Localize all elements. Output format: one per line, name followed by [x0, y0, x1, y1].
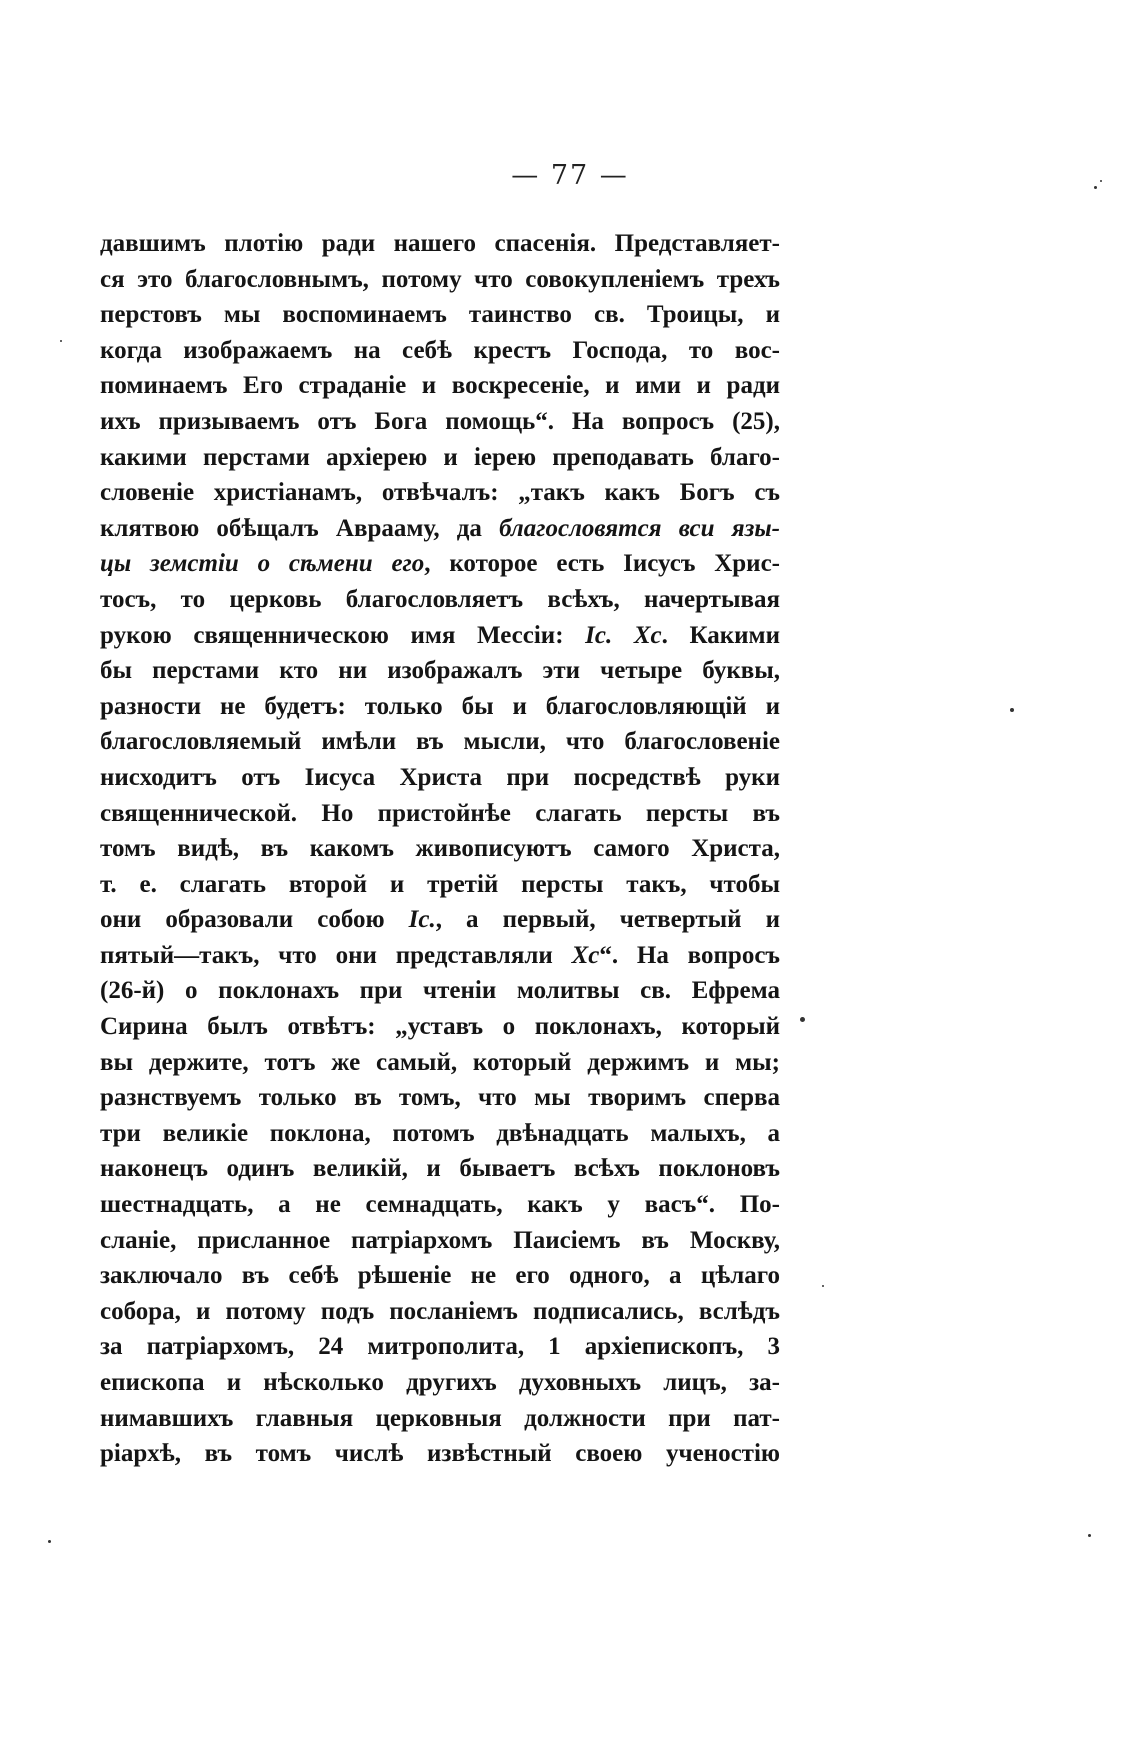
text-line: разности не будетъ: только бы и благословляющій и: [100, 692, 780, 720]
text-line: пятый—такъ, что они представляли Хс“. На вопросъ: [100, 941, 780, 969]
italic-monogram: Іс. Хс: [585, 621, 662, 649]
scan-speck: [48, 1540, 51, 1543]
italic-quote: цы земстіи о сѣмени его: [100, 550, 425, 578]
text-line: словеніе христіанамъ, отвѣчалъ: „такъ какъ Богъ съ: [100, 479, 780, 507]
text-line: священнической. Но пристойнѣе слагать персты въ: [100, 799, 780, 827]
scan-speck: [800, 1017, 805, 1022]
italic-monogram: Іс.: [408, 906, 436, 934]
scan-speck: [1088, 1534, 1091, 1537]
scan-speck: [60, 340, 62, 342]
text-line: рукою священническою имя Мессіи: Іс. Хс. Какими: [100, 621, 780, 649]
text-line: поминаемъ Его страданіе и воскресеніе, и ими и ради: [100, 372, 780, 400]
text-line: собора, и потому подъ посланіемъ подписались, вслѣдъ: [100, 1297, 780, 1325]
text-line: разнствуемъ только въ томъ, что мы творимъ сперва: [100, 1084, 780, 1112]
text-line: шестнадцать, а не семнадцать, какъ у васъ“. По-: [100, 1191, 780, 1219]
text-line: бы перстами кто ни изображалъ эти четыре буквы,: [100, 657, 780, 685]
text-line: благословляемый имѣли въ мысли, что благословеніе: [100, 728, 780, 756]
text-line: вы держите, тотъ же самый, который держимъ и мы;: [100, 1048, 780, 1076]
text-line: тосъ, то церковь благословляетъ всѣхъ, начертывая: [100, 585, 780, 613]
italic-monogram: Хс: [571, 941, 600, 969]
text-line: перстовъ мы воспоминаемъ таинство св. Троицы, и: [100, 301, 780, 329]
scan-speck: [1094, 186, 1097, 189]
text-line: нисходитъ отъ Іисуса Христа при посредствѣ руки: [100, 763, 780, 791]
text-line: за патріархомъ, 24 митрополита, 1 архіепископъ, 3: [100, 1333, 780, 1361]
text-line: ихъ призываемъ отъ Бога помощь“. На вопросъ (25),: [100, 407, 780, 435]
scan-speck: [1100, 180, 1102, 182]
text-line: заключало въ себѣ рѣшеніе не его одного, а цѣлаго: [100, 1262, 780, 1290]
text-line: клятвою обѣщалъ Аврааму, да благословятся вси язы-: [100, 514, 780, 542]
text-line: епископа и нѣсколько другихъ духовныхъ лицъ, за-: [100, 1369, 780, 1396]
text-line: цы земстіи о сѣмени его, которое есть Іисусъ Хрис-: [100, 550, 780, 578]
text-line: (26-й) о поклонахъ при чтеніи молитвы св. Ефрема: [100, 977, 780, 1005]
text-line: наконецъ одинъ великій, и бываетъ всѣхъ поклоновъ: [100, 1155, 780, 1183]
text-line: давшимъ плотію ради нашего спасенія. Представляет-: [100, 230, 780, 257]
text-line: нимавшихъ главныя церковныя должности при пат-: [100, 1404, 780, 1432]
text-line: три великіе поклона, потомъ двѣнадцать малыхъ, а: [100, 1119, 780, 1147]
page-number: — 77 —: [511, 160, 629, 191]
text-line: томъ видѣ, въ какомъ живописуютъ самого Христа,: [100, 835, 780, 863]
text-line: какими перстами архіерею и іерею преподавать благо-: [100, 443, 780, 471]
text-line: сланіе, присланное патріархомъ Паисіемъ въ Москву,: [100, 1226, 780, 1254]
scan-speck: [822, 1285, 824, 1287]
text-line: ріархѣ, въ томъ числѣ извѣстный своею ученостію: [100, 1440, 780, 1468]
text-line: когда изображаемъ на себѣ крестъ Господа, то вос-: [100, 336, 780, 364]
text-line: Сирина былъ отвѣтъ: „уставъ о поклонахъ, который: [100, 1013, 780, 1041]
text-line: т. е. слагать второй и третій персты такъ, чтобы: [100, 870, 780, 898]
italic-quote: благословятся вси язы-: [499, 514, 780, 542]
scan-speck: [1010, 708, 1014, 712]
text-line: они образовали собою Іс., а первый, четвертый и: [100, 906, 780, 934]
text-line: ся это благословнымъ, потому что совокупленіемъ трехъ: [100, 265, 780, 293]
body-text: [100, 226, 780, 1472]
